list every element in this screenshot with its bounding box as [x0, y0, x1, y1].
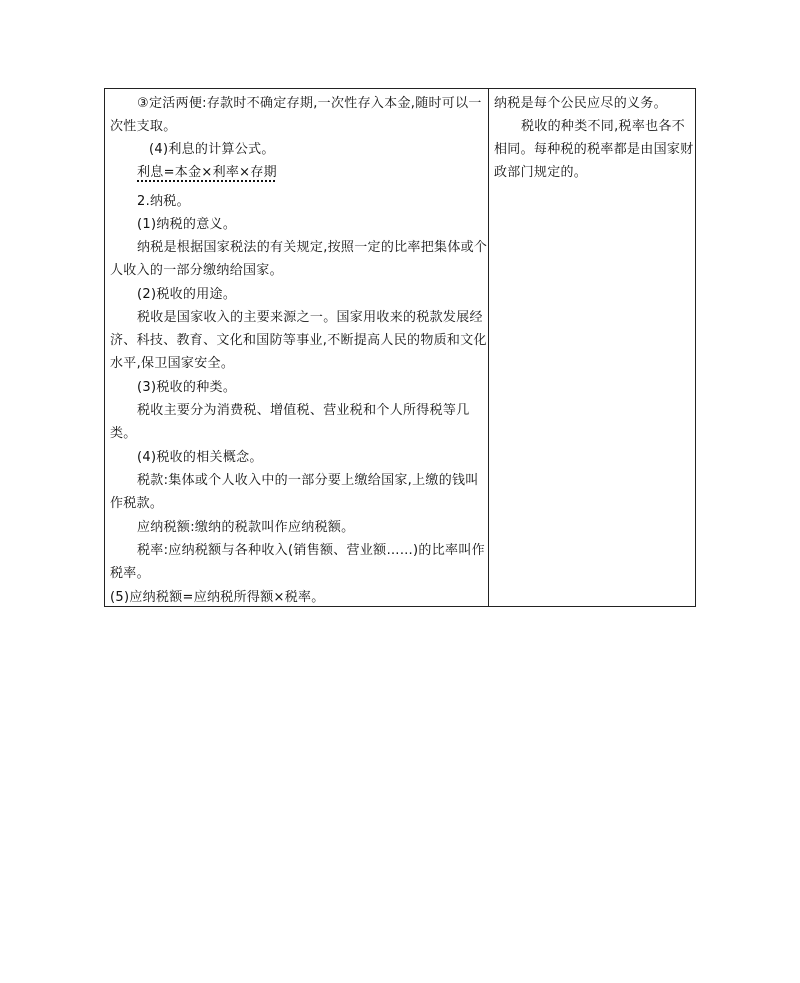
subsection-heading: (2)税收的用途。	[137, 287, 237, 302]
notes-table	[104, 88, 696, 607]
right-cell	[489, 89, 695, 606]
subsection-heading: (4)税收的相关概念。	[137, 450, 263, 465]
text-line: 税率:应纳税额与各种收入(销售额、营业额……)的比率叫作	[137, 543, 485, 558]
text-line: 类。	[110, 426, 137, 441]
section-heading: 2.纳税。	[137, 194, 190, 209]
text-line: 纳税是根据国家税法的有关规定,按照一定的比率把集体或个	[137, 240, 488, 255]
note-line: 政部门规定的。	[494, 165, 588, 180]
text-line: 人收入的一部分缴纳给国家。	[110, 263, 283, 278]
text-line: 税收主要分为消费税、增值税、营业税和个人所得税等几	[137, 403, 470, 418]
text-line: 应纳税额:缴纳的税款叫作应纳税额。	[137, 520, 355, 535]
note-line: 相同。每种税的税率都是由国家财	[494, 142, 694, 157]
left-cell	[105, 89, 489, 606]
subsection-heading: (3)税收的种类。	[137, 380, 237, 395]
text-line: 作税款。	[110, 496, 164, 511]
text-line: 次性支取。	[110, 119, 177, 134]
subsection-heading: (5)应纳税额=应纳税所得额×税率。	[110, 590, 325, 605]
note-line: 纳税是每个公民应尽的义务。	[494, 96, 667, 111]
note-line: 税收的种类不同,税率也各不	[521, 119, 686, 134]
text-line: 税收是国家收入的主要来源之一。国家用收来的税款发展经	[137, 310, 483, 325]
formula-line: 利息=本金×利率×存期	[137, 165, 277, 180]
text-line: ③定活两便:存款时不确定存期,一次性存入本金,随时可以一	[137, 96, 482, 111]
subsection-heading: (1)纳税的意义。	[137, 217, 237, 232]
text-line: 税款:集体或个人收入中的一部分要上缴给国家,上缴的钱叫	[137, 473, 479, 488]
text-line: 济、科技、教育、文化和国防等事业,不断提高人民的物质和文化	[110, 333, 487, 348]
text-line: 水平,保卫国家安全。	[110, 356, 235, 371]
text-line: (4)利息的计算公式。	[149, 142, 275, 157]
text-line: 税率。	[110, 566, 150, 581]
